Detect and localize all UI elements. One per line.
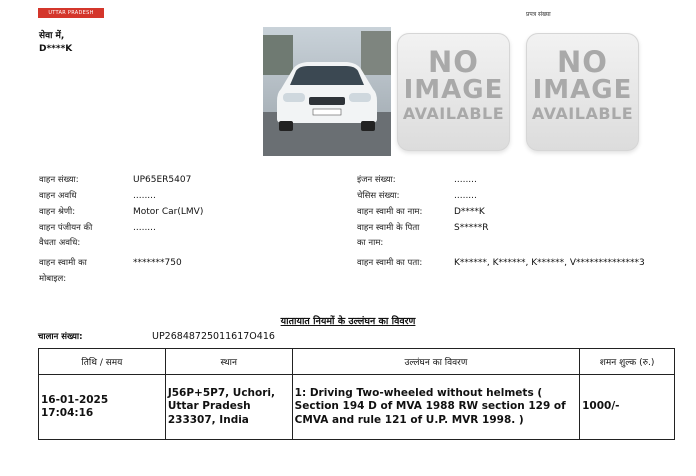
fine-amount-header: शमन शुल्क (रु.): [580, 349, 675, 375]
recipient-name: D****K: [39, 44, 73, 54]
challan-number-value: UP26848725011617O416: [152, 331, 275, 342]
date-time-header: तिथि / समय: [39, 349, 166, 375]
date-time-cell: [39, 375, 166, 440]
vehicle-category-label: वाहन श्रेणी:: [39, 207, 76, 217]
challan-number-label: चालान संख्या:: [38, 332, 83, 342]
violation-time: 17:04:16: [41, 407, 94, 419]
vehicle-number-value: UP65ER5407: [133, 175, 192, 185]
owner-mobile-label: वाहन स्वामी का: [39, 258, 87, 268]
registration-validity-value: ........: [133, 223, 156, 233]
violation-table-header: [39, 349, 675, 375]
car-image-icon: [263, 27, 391, 156]
owner-father-value: S*****R: [454, 223, 489, 233]
place-header: स्थान: [165, 349, 292, 375]
owner-father-label: वाहन स्वामी के पिता: [357, 223, 420, 233]
engine-number-value: ........: [454, 175, 477, 185]
vehicle-category-value: Motor Car(LMV): [133, 207, 204, 217]
registration-validity-label-2: वैधता अवधि:: [39, 238, 81, 248]
place-line-2: Uttar Pradesh: [167, 400, 251, 413]
owner-address-label: वाहन स्वामी का पता:: [357, 258, 423, 268]
place-line-1: J56P+5P7, Uchori,: [167, 386, 275, 399]
chassis-number-label: चेसिस संख्या:: [357, 191, 400, 201]
vehicle-photo: [263, 27, 391, 156]
vehicle-number-label: वाहन संख्या:: [39, 175, 79, 185]
registration-validity-label: वाहन पंजीयन की: [39, 223, 93, 233]
fine-amount-cell: 1000/-: [580, 375, 675, 440]
violation-section-title: यातायात नियमों के उल्लंघन का विवरण: [280, 316, 416, 327]
owner-name-value: D****K: [454, 207, 485, 217]
vehicle-period-value: ........: [133, 191, 156, 201]
state-badge: UTTAR PRADESH: [38, 8, 104, 18]
table-row: [39, 375, 675, 440]
place-cell: [165, 375, 292, 440]
no-image-placeholder-1: NO IMAGE AVAILABLE: [397, 33, 510, 151]
violation-table: [38, 348, 675, 440]
owner-mobile-label-2: मोबाइल:: [39, 274, 67, 284]
salutation: सेवा में,: [39, 31, 65, 41]
violation-description-cell: 1: Driving Two-wheeled without helmets ( Section 194 D of MVA 1988 RW section 129 of CMVA and rule 121 of U.P. MVR 1998. ): [292, 375, 579, 440]
engine-number-label: इंजन संख्या:: [357, 175, 396, 185]
chassis-number-value: ........: [454, 191, 477, 201]
owner-mobile-value: *******750: [133, 258, 182, 268]
violation-date: 16-01-2025: [41, 393, 109, 406]
place-line-3: 233307, India: [167, 413, 249, 426]
violation-description-header: उल्लंघन का विवरण: [292, 349, 579, 375]
form-number-label: प्रपत्र संख्या: [526, 11, 551, 18]
owner-name-label: वाहन स्वामी का नाम:: [357, 207, 423, 217]
owner-father-label-2: का नाम:: [357, 238, 384, 248]
owner-address-value: K******, K******, K******, V**************3: [454, 258, 645, 268]
no-image-placeholder-2: NO IMAGE AVAILABLE: [526, 33, 639, 151]
vehicle-period-label: वाहन अवधि: [39, 191, 77, 201]
